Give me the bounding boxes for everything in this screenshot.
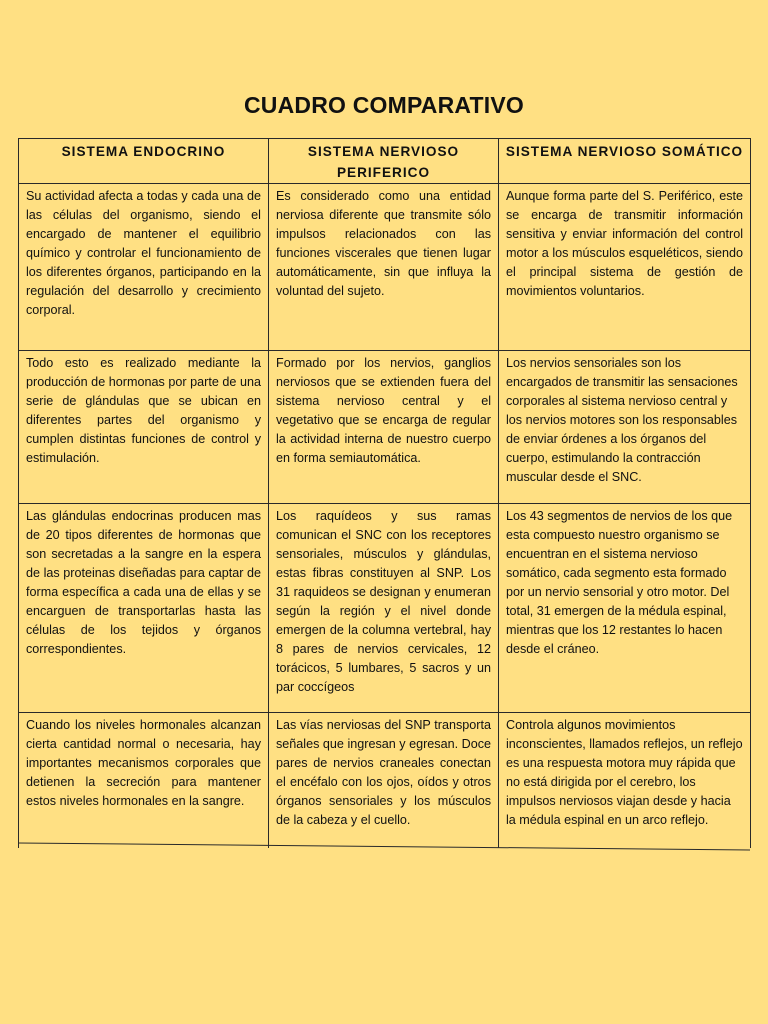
table-row [19,713,751,848]
cell-periferico: Formado por los nervios, ganglios nerviosos que se extienden fuera del sistema nervioso central y el vegetativo que se encarga de regular la actividad interna de nuestro cuerpo en forma semiautomática. [269,351,499,504]
page-title: CUADRO COMPARATIVO [243,92,524,118]
cell-periferico: Es considerado como una entidad nerviosa diferente que transmite sólo impulsos relacionados con las funciones viscerales que tienen lugar automáticamente, sin que influya la voluntad del sujeto. [269,184,499,351]
cell-periferico: Las vías nerviosas del SNP transporta señales que ingresan y egresan. Doce pares de nervios craneales conectan el encéfalo con los ojos, oídos y otros órganos sensoriales y los músculos de la cabeza y el cuello. [269,713,499,848]
cell-endocrino: Su actividad afecta a todas y cada una de las células del organismo, siendo el encargado de mantener el equilibrio químico y controlar el funcionamiento de los diferentes órganos, participando en la regulación del desarrollo y crecimiento corporal. [19,184,269,351]
cell-endocrino: Cuando los niveles hormonales alcanzan cierta cantidad normal o necesaria, hay importantes mecanismos corporales que detienen la secreción para mantener estos niveles hormonales en la sangre. [19,713,269,848]
cell-endocrino: Todo esto es realizado mediante la producción de hormonas por parte de una serie de glándulas que se ubican en diferentes partes del organismo y cumplen distintas funciones de control y estimulación. [19,351,269,504]
table-row [19,184,751,351]
table-header-row [19,139,751,184]
table-row [19,351,751,504]
cell-somatico: Los nervios sensoriales son los encargados de transmitir las sensaciones corporales al sistema nervioso central y los nervios motores son los responsables de enviar órdenes a los órganos del cuerpo, estimulando la contracción muscular desde el SNC. [499,351,751,504]
header-periferico: SISTEMA NERVIOSO PERIFERICO [269,139,499,184]
cell-somatico: Aunque forma parte del S. Periférico, este se encarga de transmitir información sensitiva y enviar información del control motor a los músculos esqueléticos, siendo el principal sistema de gestión de movimientos voluntarios. [499,184,751,351]
cell-endocrino: Las glándulas endocrinas producen mas de 20 tipos diferentes de hormonas que son secretadas a la sangre en la espera de las proteinas diseñadas para captar de forma específica a cada una de ellas y se encarguen de transportarlas hasta las células de los tejidos y órganos correspondientes. [19,504,269,713]
table-row [19,504,751,713]
cell-somatico: Los 43 segmentos de nervios de los que esta compuesto nuestro organismo se encuentran en el sistema nervioso somático, cada segmento esta formado por un nervio sensorial y otro motor. Del total, 31 emergen de la médula espinal, mientras que los 12 restantes lo hacen desde el cráneo. [499,504,751,713]
header-endocrino: SISTEMA ENDOCRINO [19,139,269,184]
cell-periferico: Los raquídeos y sus ramas comunican el SNC con los receptores sensoriales, músculos y glándulas, estas fibras constituyen al SNP. Los 31 raquideos se designan y enumeran según la región y el nivel donde emergen de la columna vertebral, hay 8 pares de nervios cervicales, 12 torácicos, 5 lumbares, 5 sacros y un par coccígeos [269,504,499,713]
comparison-table [18,138,751,848]
header-somatico: SISTEMA NERVIOSO SOMÁTICO [499,139,751,184]
table-bottom-line [18,842,750,854]
cell-somatico: Controla algunos movimientos inconscientes, llamados reflejos, un reflejo es una respuesta motora muy rápida que no está dirigida por el cerebro, los impulsos nerviosos viajan desde y hacia la médula espinal en un arco reflejo. [499,713,751,848]
